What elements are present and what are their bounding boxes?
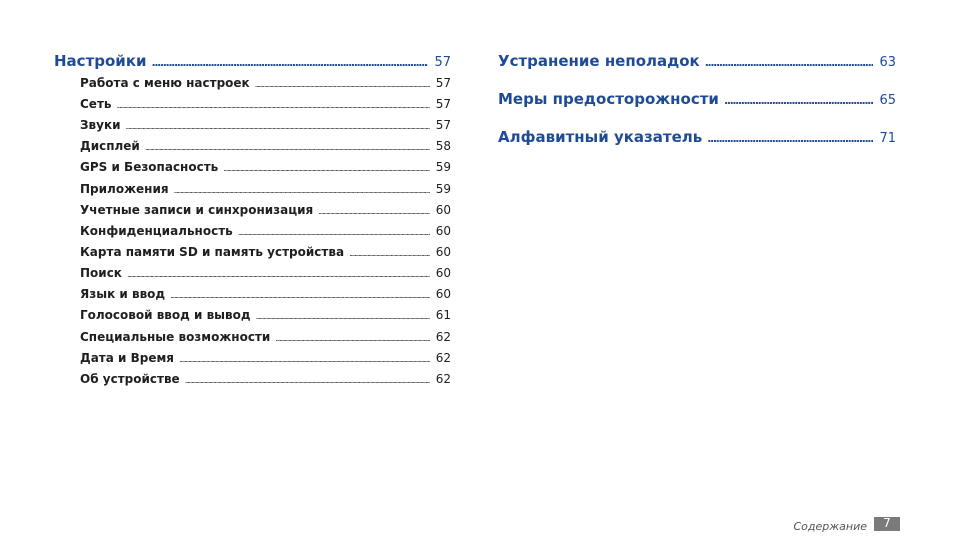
toc-item-label: Дисплей [80,139,140,153]
toc-item-label: Конфиденциальность [80,224,233,238]
toc-page-number: 59 [435,160,451,174]
dot-leader [255,80,430,89]
toc-page-number: 57 [435,76,451,90]
footer-section-label: Содержание [793,520,867,533]
toc-item[interactable] [80,224,451,238]
toc-item[interactable] [80,330,451,344]
toc-page-number: 57 [434,55,451,70]
toc-heading-index[interactable] [498,128,896,146]
dot-leader [117,101,430,110]
dot-leader [724,94,874,107]
toc-item-label: Работа с меню настроек [80,76,250,90]
dot-leader [179,355,430,364]
page-footer [793,515,900,533]
toc-page-number: 60 [435,245,451,259]
dot-leader [127,270,430,279]
dot-leader [707,132,873,145]
toc-item[interactable] [80,203,451,217]
toc-heading-label: Настройки [54,52,147,70]
toc-item[interactable] [80,245,451,259]
toc-heading-label: Меры предосторожности [498,90,719,108]
toc-item-label: Специальные возможности [80,330,271,344]
toc-page-number: 57 [435,118,451,132]
toc-item[interactable] [80,118,451,132]
toc-page-number: 57 [435,97,451,111]
toc-page-number: 62 [435,372,451,386]
toc-page-number: 59 [435,182,451,196]
dot-leader [126,122,430,131]
toc-item[interactable] [80,287,451,301]
toc-page-number: 60 [435,287,451,301]
dot-leader [185,376,430,385]
dot-leader [223,164,429,173]
toc-heading-troubleshooting[interactable] [498,52,896,70]
toc-page-number: 71 [879,131,896,146]
toc-item-label: Сеть [80,97,112,111]
toc-page-number: 62 [435,330,451,344]
toc-page-number: 61 [435,308,451,322]
toc-item-label: Об устройстве [80,372,180,386]
dot-leader [349,249,430,258]
dot-leader [145,143,430,152]
toc-item-label: Язык и ввод [80,287,166,301]
toc-item[interactable] [80,182,451,196]
toc-page-number: 65 [879,93,896,108]
toc-item-label: Приложения [80,182,169,196]
toc-item[interactable] [80,139,451,153]
toc-item-label: Учетные записи и синхронизация [80,203,314,217]
toc-item[interactable] [80,351,451,365]
toc-page-number: 60 [435,203,451,217]
toc-page-number: 63 [879,55,896,70]
toc-item-label: Звуки [80,118,121,132]
toc-item[interactable] [80,372,451,386]
toc-item-label: Карта памяти SD и память устройства [80,245,345,259]
toc-page-number: 58 [435,139,451,153]
toc-item-label: Голосовой ввод и вывод [80,308,251,322]
toc-item[interactable] [80,308,451,322]
toc-page-number: 62 [435,351,451,365]
toc-heading-label: Алфавитный указатель [498,128,703,146]
dot-leader [318,207,429,216]
dot-leader [256,312,430,321]
toc-item[interactable] [80,76,451,90]
dot-leader [275,334,429,343]
dot-leader [174,186,430,195]
toc-item[interactable] [80,160,451,174]
toc-heading-safety[interactable] [498,90,896,108]
dot-leader [705,56,874,69]
toc-item[interactable] [80,266,451,280]
dot-leader [152,56,429,69]
dot-leader [238,228,430,237]
toc-item-label: Поиск [80,266,122,280]
toc-item-label: GPS и Безопасность [80,160,219,174]
toc-item-label: Дата и Время [80,351,174,365]
toc-heading-settings[interactable] [54,52,451,70]
page-number-badge: 7 [874,517,900,531]
toc-page-number: 60 [435,266,451,280]
toc-item[interactable] [80,97,451,111]
toc-page-number: 60 [435,224,451,238]
dot-leader [170,291,430,300]
toc-heading-label: Устранение неполадок [498,52,700,70]
